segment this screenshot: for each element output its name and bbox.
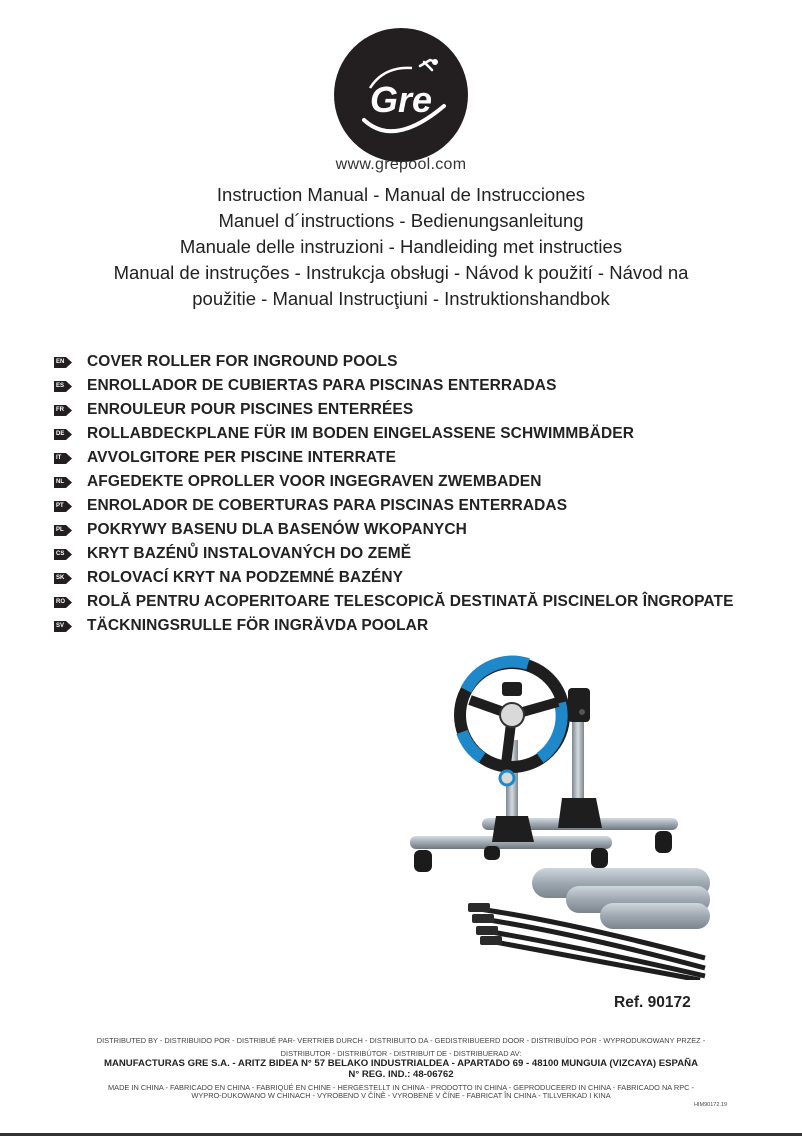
svg-text:Gre: Gre [369, 79, 433, 120]
language-item-sk [54, 566, 784, 590]
language-item-fr [54, 398, 784, 422]
distributed-by-line: DISTRIBUTED BY - DISTRIBUIDO POR - DISTRIBUÉ PAR- VERTRIEB DURCH - DISTRIBUITO DA - GEDISTRIBUEERD DOOR - DISTRIBUÍDO POR - WYPRODUKOWANY PRZEZ - [96, 1036, 706, 1045]
product-name: TÄCKNINGSRULLE FÖR INGRÄVDA POOLAR [87, 617, 429, 634]
product-name: ENROULEUR POUR PISCINES ENTERRÉES [87, 401, 414, 418]
language-tag-icon: DE [54, 429, 72, 440]
language-tag-icon: PL [54, 525, 72, 536]
gre-logo [334, 28, 468, 162]
product-name: ROLOVACÍ KRYT NA PODZEMNÉ BAZÉNY [87, 569, 404, 586]
language-tag-icon: CS [54, 549, 72, 560]
title-line: Instruction Manual - Manual de Instrucciones [216, 184, 586, 205]
product-name: ENROLLADOR DE CUBIERTAS PARA PISCINAS ENTERRADAS [87, 377, 557, 394]
language-item-ro [54, 590, 784, 614]
manual-titles [40, 182, 762, 312]
product-name: ENROLADOR DE COBERTURAS PARA PISCINAS ENTERRADAS [87, 497, 568, 514]
product-name: AVVOLGITORE PER PISCINE INTERRATE [87, 449, 397, 466]
made-in-line: MADE IN CHINA - FABRICADO EN CHINA - FABRIQUÉ EN CHINE - HERGESTELLT IN CHINA - PRODOTTO IN CHINA - GEPRODUCEERD IN CHINA - FABRICADO NA RPC - [108, 1083, 694, 1092]
language-item-es [54, 374, 784, 398]
registration-number: N° REG. IND.: 48-06762 [348, 1069, 454, 1080]
language-tag-icon: NL [54, 477, 72, 488]
language-tag-icon: IT [54, 453, 72, 464]
language-item-en [54, 350, 784, 374]
company-address: MANUFACTURAS GRE S.A. - ARITZ BIDEA N° 57 BELAKO INDUSTRIALDEA - APARTADO 69 - 48100 MUNGUIA (VIZCAYA) ESPAÑA [103, 1058, 699, 1069]
product-name: POKRYWY BASENU DLA BASENÓW WKOPANYCH [87, 521, 467, 538]
distributor-line: DISTRIBUTOR - DISTRIBÚTOR - DISTRIBUIT DE - DISTRIBUERAD AV: [280, 1049, 522, 1058]
language-tag-icon: SK [54, 573, 72, 584]
product-name: KRYT BAZÉNŮ INSTALOVANÝCH DO ZEMĚ [87, 545, 412, 562]
language-item-pt [54, 494, 784, 518]
title-line: Manual de instruções - Instrukcja obsługi - Návod k použití - Návod na [113, 262, 689, 283]
language-list [54, 350, 784, 638]
reference-number: Ref. 90172 [614, 994, 691, 1011]
title-line: použitie - Manual Instrucţiuni - Instruktionshandbok [192, 288, 610, 309]
language-tag-icon: SV [54, 621, 72, 632]
made-in-line-2: WYPRO-DUKOWANO W CHINACH - VYROBENO V ČÍNĚ - VYROBENÉ V ČÍNE - FABRICAT ÎN CHINA - TILLVERKAD I KINA [191, 1091, 611, 1100]
product-image [400, 640, 720, 980]
language-item-sv [54, 614, 784, 638]
language-tag-icon: EN [54, 357, 72, 368]
document-code: HIM90172.19 [694, 1102, 728, 1108]
gre-logo-icon [334, 28, 468, 162]
language-tag-icon: FR [54, 405, 72, 416]
language-item-pl [54, 518, 784, 542]
title-line: Manuale delle instruzioni - Handleiding met instructies [179, 236, 623, 257]
language-item-it [54, 446, 784, 470]
product-name: AFGEDEKTE OPROLLER VOOR INGEGRAVEN ZWEMBADEN [87, 473, 542, 490]
product-name: ROLLABDECKPLANE FÜR IM BODEN EINGELASSENE SCHWIMMBÄDER [87, 425, 635, 442]
website-url[interactable]: www.grepool.com [335, 156, 467, 173]
language-item-nl [54, 470, 784, 494]
language-item-de [54, 422, 784, 446]
language-tag-icon: PT [54, 501, 72, 512]
cover-roller-illustration [400, 640, 720, 980]
language-tag-icon: ES [54, 381, 72, 392]
product-name: ROLĂ PENTRU ACOPERITOARE TELESCOPICĂ DESTINATĂ PISCINELOR ÎNGROPATE [87, 593, 734, 610]
language-tag-icon: RO [54, 597, 72, 608]
title-line: Manuel d´instructions - Bedienungsanleitung [218, 210, 584, 231]
product-name: COVER ROLLER FOR INGROUND POOLS [87, 353, 398, 370]
language-item-cs [54, 542, 784, 566]
